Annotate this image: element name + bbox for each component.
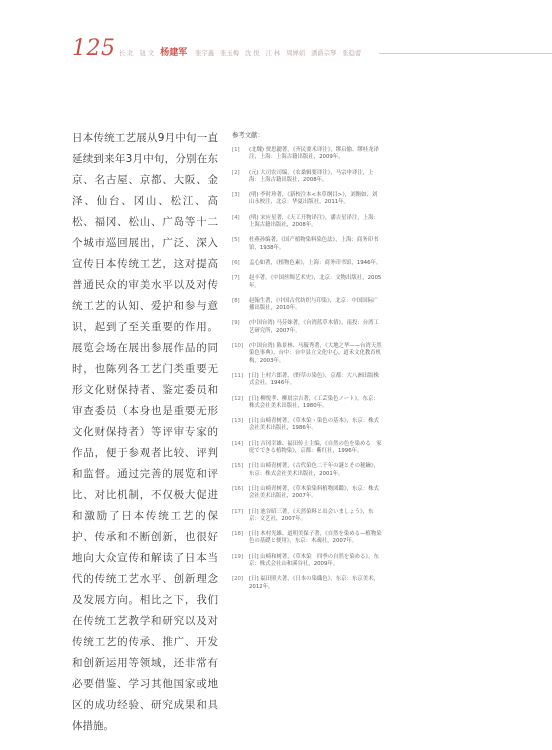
reference-text: [日] 池谷昭三著，《天然染料と出会いましょう》，东京：文艺社，2007年。 (249, 508, 374, 522)
reference-text: 杜燕孙编著，《国产植物染料染色法》，上海：商务印书馆，1938年。 (249, 237, 379, 251)
reference-item (232, 147, 382, 162)
header-author-active: 杨建军 (160, 48, 188, 58)
header-author: 潘爵宗琴 (311, 50, 337, 57)
header-author-list (119, 45, 367, 58)
reference-number: [15] (232, 463, 244, 470)
reference-text: (北魏) 贾思勰著，《齐民要术译注》，缪启愉、缪桂龙译注，上海：上海古籍出版社，2009年。 (249, 147, 379, 161)
reference-number: [14] (232, 440, 244, 447)
header-author: 张玉梅 (220, 50, 240, 57)
reference-text: 赵翰生著，《中国古代纺织与印染》，北京：中国国际广播出版社，2010年。 (249, 297, 379, 312)
reference-number: [12] (232, 395, 244, 402)
reference-text: (元) 大司农司编，《农桑辑要译注》，马宗申译注，上海：上海古籍出版社，2008年。 (249, 169, 374, 183)
reference-item (232, 531, 382, 546)
reference-number: [17] (232, 508, 244, 515)
reference-item (232, 275, 382, 290)
reference-number: [18] (232, 531, 244, 538)
reference-text: [日] 柳悦孝、柳晨宗吉著，《工芸染色ノート》，东京：株式会社美术出版社，1980年。 (249, 395, 379, 409)
reference-item (232, 554, 382, 569)
reference-text: 孟心如著，《植物色素》，上海：商务印书馆，1946年。 (249, 259, 382, 266)
reference-item (232, 396, 382, 411)
reference-text: [日] 山崎青树著，《草木染染料植物図鑑》，东京：株式会社美术出版社，2007年。 (249, 485, 379, 500)
reference-item (232, 509, 382, 524)
header-author: 沈 悦 (245, 50, 260, 57)
reference-item (232, 170, 382, 185)
reference-number: [9] (232, 320, 240, 327)
header-author: 周婵娟 (286, 50, 306, 57)
reference-text: [日] 福田照夫著，《日本の染織色》，东京：东京美术，2012年。 (249, 576, 379, 590)
header-author: 钮 文 (139, 50, 155, 57)
reference-text: (中国台湾) 陈景林、马毓秀著，《大地之华——台湾天然染色事典》，台中：台中县立文化中心、道禾文化教育机构，2003年。 (249, 343, 382, 364)
reference-text: 赵丰著，《中国丝绸艺术史》，北京：文物出版社，2005年。 (249, 275, 382, 289)
reference-item (232, 298, 382, 313)
reference-item (232, 260, 382, 267)
header-author: 张宇鑫 (195, 50, 215, 57)
reference-number: [20] (232, 576, 244, 583)
reference-number: [1] (232, 147, 240, 153)
reference-text: [日] 吉冈幸雄、福田传士主编，《自然の色を染める 家庭でできる植物染》，京都：紫红社，1996年。 (249, 440, 382, 455)
reference-item (232, 441, 382, 456)
reference-number: [11] (232, 372, 244, 379)
reference-text: [日] 山崎和树著，《草木染 四季の自然を染める》，东京：株式会社山和溪谷社，2009年。 (249, 553, 379, 567)
header-author: 长 北 (119, 50, 134, 57)
references-list (232, 147, 382, 591)
reference-text: [日] 山崎青树著，《草木染・染色の基本》，东京：株式会社美术出版社，1986年。 (249, 418, 379, 432)
reference-item (232, 576, 382, 591)
reference-text: (明) 宋应星著，《天工开物译注》，潘吉星译注，上海：上海古籍出版社，2008年。 (249, 214, 379, 229)
reference-text: (明) 李时珍著，《新校注本<本草纲目>》，刘衡如、刘山永校注，北京：华夏出版社，2011年。 (249, 192, 378, 206)
page-header (72, 36, 542, 66)
references-section (232, 130, 382, 599)
reference-text: [日] 山崎青树著，《古代染色二千年の謎とその秘鑰》，东京：株式会社美术出版社，2001年。 (249, 463, 379, 477)
page-number: 125 (72, 36, 116, 61)
reference-item (232, 373, 382, 388)
reference-number: [19] (232, 553, 244, 560)
reference-number: [4] (232, 214, 240, 221)
reference-text: [日] 上村六郎著，《野草の染色》，京都：大八洲出版株式会社，1946年。 (249, 372, 379, 387)
reference-number: [2] (232, 169, 240, 176)
reference-item (232, 343, 382, 365)
reference-number: [16] (232, 485, 244, 492)
header-divider (379, 53, 552, 54)
reference-number: [3] (232, 192, 240, 199)
reference-number: [13] (232, 418, 244, 425)
reference-item (232, 418, 382, 433)
reference-number: [7] (232, 275, 240, 282)
reference-item (232, 320, 382, 335)
references-title: 参考文献： (232, 131, 264, 139)
reference-item (232, 237, 382, 252)
header-author: 江 林 (265, 50, 281, 57)
reference-number: [10] (232, 343, 244, 350)
reference-number: [8] (232, 297, 240, 304)
header-author: 张稳蕾 (342, 50, 362, 57)
reference-number: [5] (232, 237, 240, 244)
reference-text: (中国台湾) 马芬妹著，《台湾蓝草木情》，南投：台湾工艺研究所，2007年。 (249, 320, 379, 334)
reference-item (232, 192, 382, 207)
reference-text: [日] 木村光雄、道明美保子著，《自然を染める—植物染色の基礎と便用》，东京：木魂社，2007年。 (249, 531, 382, 545)
reference-number: [6] (232, 259, 240, 266)
reference-item (232, 486, 382, 501)
body-paragraph: 日本传统工艺展从9月中旬一直延续到来年3月中旬，分别在东京、名古屋、京都、大阪、金泽、仙台、冈山、松江、高松、福冈、松山、广岛等十二个城市巡回展出，广泛、深入宣传日本传统工艺，这对提高普通民众的审美水平以及对传统工艺的认知、爱护和参与意识，起到了至关重要的作用。展览会场在展出参展作品的同时，也陈列各工艺门类重要无形文化财保持者、鉴定委员和审查委员（本身也是重要无形文化财保持者）等评审专家的作品，便于参观者比较、评判和监督。通过完善的展览和评比、对比机制，不仅极大促进和激励了日本传统工艺的保护、传承和不断创新，也很好地向大众宣传和解读了日本当代的传统工艺水平、创新理念及发展方向。相比之下，我们在传统工艺教学和研究以及对传统工艺的传承、推广、开发和创新运用等领域，还非常有必要借鉴、学习其他国家或地区的成功经验、研究成果和具体措施。 (72, 132, 218, 732)
reference-item (232, 215, 382, 230)
reference-item (232, 463, 382, 478)
